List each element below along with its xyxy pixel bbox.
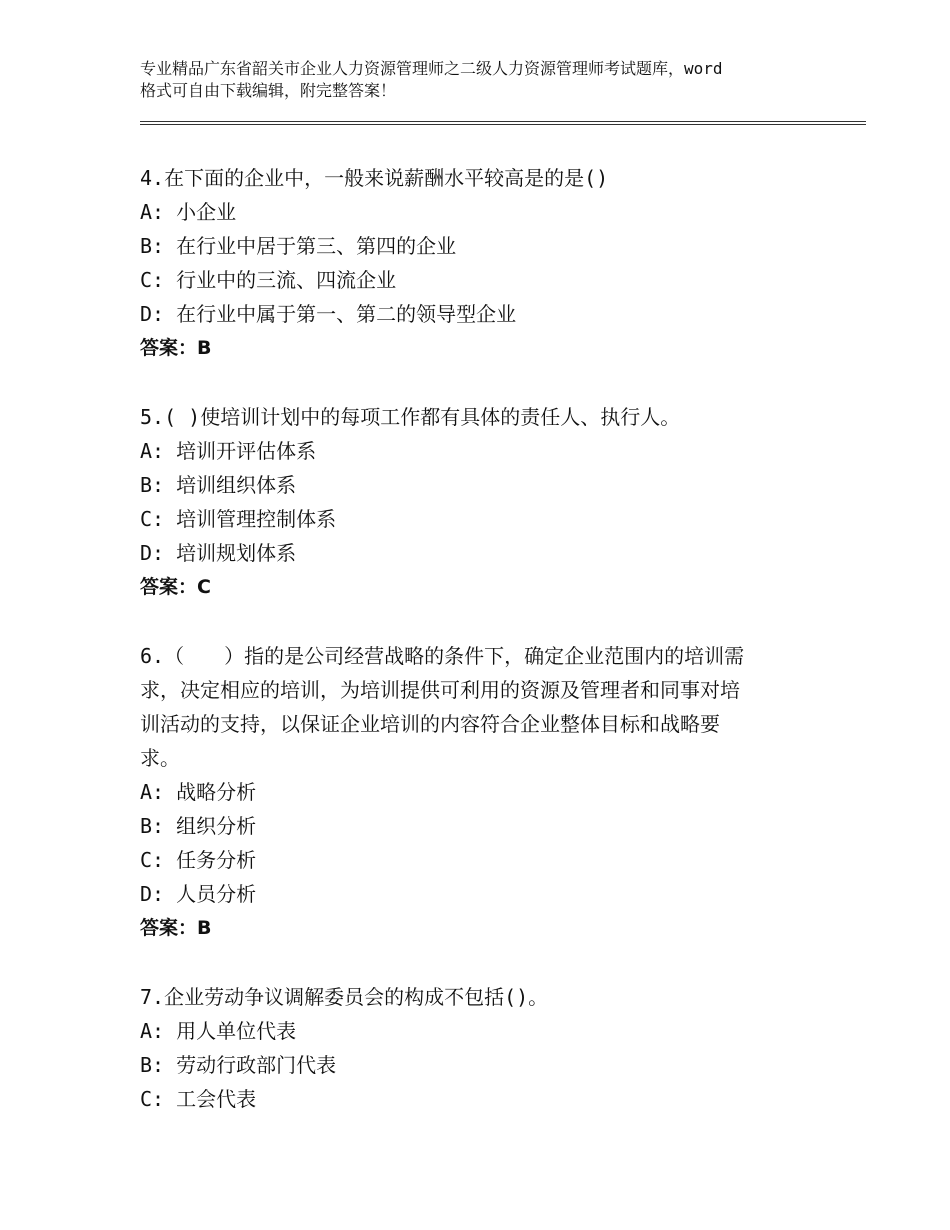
question-5-answer: 答案：C xyxy=(140,576,211,598)
header-divider-top xyxy=(140,121,866,122)
question-6-stem-line-2: 求，决定相应的培训，为培训提供可利用的资源及管理者和同事对培 xyxy=(140,678,740,702)
question-4-answer: 答案：B xyxy=(140,337,212,359)
question-5-option-a: A: 培训开评估体系 xyxy=(140,439,317,463)
question-4-option-a: A: 小企业 xyxy=(140,200,237,224)
question-6-stem-line-4: 求。 xyxy=(140,746,180,770)
question-5-option-c: C: 培训管理控制体系 xyxy=(140,507,337,531)
header-title-line-2: 格式可自由下载编辑，附完整答案！ xyxy=(140,81,397,100)
question-6-stem-line-1: 6.（ ）指的是公司经营战略的条件下，确定企业范围内的培训需 xyxy=(140,644,745,668)
question-4-stem: 4.在下面的企业中，一般来说薪酬水平较高是的是() xyxy=(140,166,609,190)
question-5-option-b: B: 培训组织体系 xyxy=(140,473,297,497)
question-4-option-b: B: 在行业中居于第三、第四的企业 xyxy=(140,234,457,258)
question-7-stem: 7.企业劳动争议调解委员会的构成不包括()。 xyxy=(140,985,549,1009)
question-6-option-a: A: 战略分析 xyxy=(140,780,257,804)
question-6-option-b: B: 组织分析 xyxy=(140,814,257,838)
header-divider-bottom xyxy=(140,124,866,125)
question-7-option-b: B: 劳动行政部门代表 xyxy=(140,1053,337,1077)
question-4-option-c: C: 行业中的三流、四流企业 xyxy=(140,268,397,292)
question-6-answer: 答案：B xyxy=(140,917,212,939)
question-4-option-d: D: 在行业中属于第一、第二的领导型企业 xyxy=(140,302,517,326)
question-6-option-d: D: 人员分析 xyxy=(140,882,257,906)
question-6-option-c: C: 任务分析 xyxy=(140,848,257,872)
question-7-option-c: C: 工会代表 xyxy=(140,1087,257,1111)
question-5-option-d: D: 培训规划体系 xyxy=(140,541,297,565)
question-7-option-a: A: 用人单位代表 xyxy=(140,1019,297,1043)
question-6-stem-line-3: 训活动的支持，以保证企业培训的内容符合企业整体目标和战略要 xyxy=(140,712,720,736)
header-title-line-1: 专业精品广东省韶关市企业人力资源管理师之二级人力资源管理师考试题库，word xyxy=(140,59,723,78)
question-5-stem: 5.( )使培训计划中的每项工作都有具体的责任人、执行人。 xyxy=(140,405,681,429)
